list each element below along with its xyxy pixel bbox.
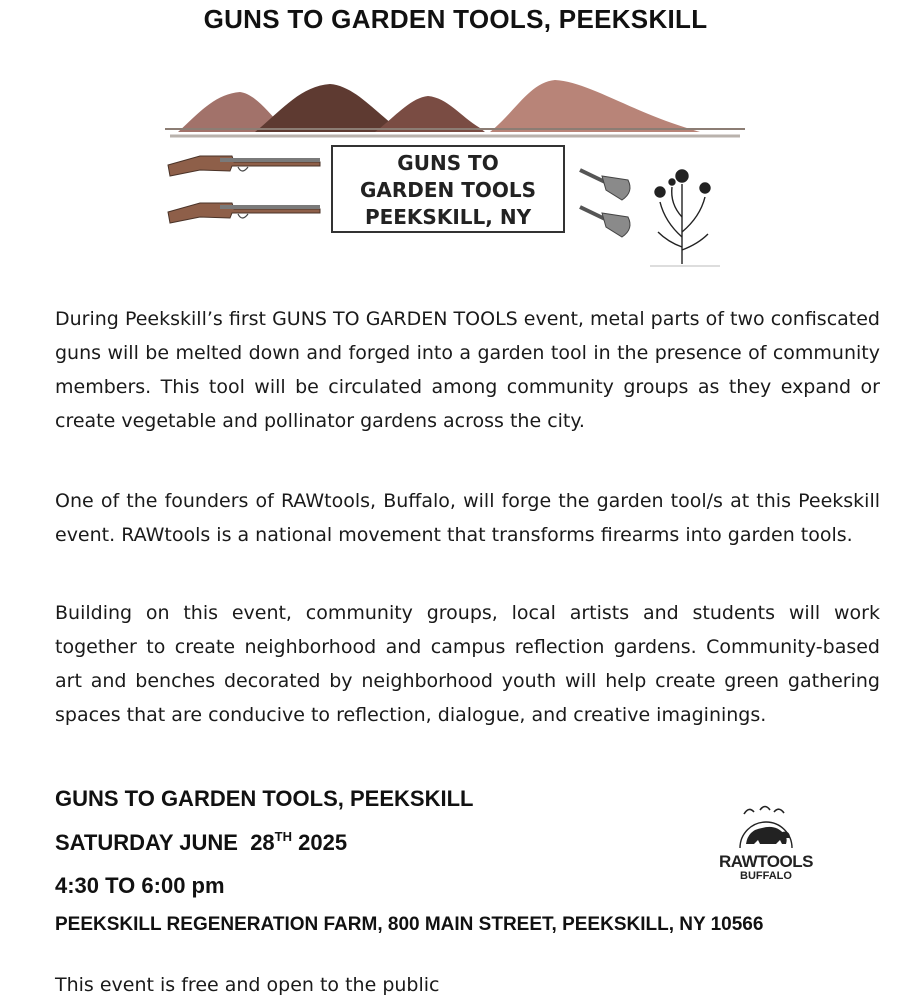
event-date-year: 2025 [292,830,348,855]
free-admission-note: This event is free and open to the public [55,974,440,996]
logo-name: RAWTOOLS [719,852,813,871]
mountain-icon [490,80,700,132]
event-date-ordinal: TH [274,829,293,844]
description-paragraph-1: During Peekskill’s first GUNS TO GARDEN TOOLS event, metal parts of two confiscated guns will be melted down and forged into a garden tool in the presence of community members. This tool will be circulated among community groups as they expand or create vegetable and pollinator gardens across the city. [55,308,880,432]
rifle-icon [168,203,320,223]
wildflower-icon [650,170,720,266]
event-name: GUNS TO GARDEN TOOLS, PEEKSKILL [55,786,474,811]
mountain-icon [255,84,405,132]
bison-icon [716,800,816,856]
banner-title-box [331,145,565,233]
mountain-icon [375,96,485,132]
garden-trowel-icon [580,170,630,200]
event-date-day: SATURDAY JUNE 28 [55,830,275,855]
description-paragraph-3: Building on this event, community groups, local artists and students will work together to create neighborhood and campus reflection gardens. Community-based art and benches decorated by neighborhood youth will help create green gathering spaces that are conducive to reflection, dialogue, and creative imaginings. [55,602,880,726]
rawtools-logo [716,800,816,890]
banner-line-1: GUNS TO [397,151,499,175]
garden-trowel-icon [580,207,630,237]
logo-subtitle: BUFFALO [740,870,792,882]
event-time: 4:30 TO 6:00 pm [55,873,225,898]
banner-line-3: PEEKSKILL, NY [364,205,532,229]
page-title: GUNS TO GARDEN TOOLS, PEEKSKILL [203,4,708,34]
event-banner-illustration [160,72,750,272]
rifle-icon [168,156,320,176]
event-date [55,829,347,856]
banner-line-2: GARDEN TOOLS [359,178,537,202]
event-location: PEEKSKILL REGENERATION FARM, 800 MAIN STREET, PEEKSKILL, NY 10566 [55,914,764,935]
description-paragraph-2: One of the founders of RAWtools, Buffalo, will forge the garden tool/s at this Peekskill event. RAWtools is a national movement that transforms firearms into garden tools. [55,490,880,546]
